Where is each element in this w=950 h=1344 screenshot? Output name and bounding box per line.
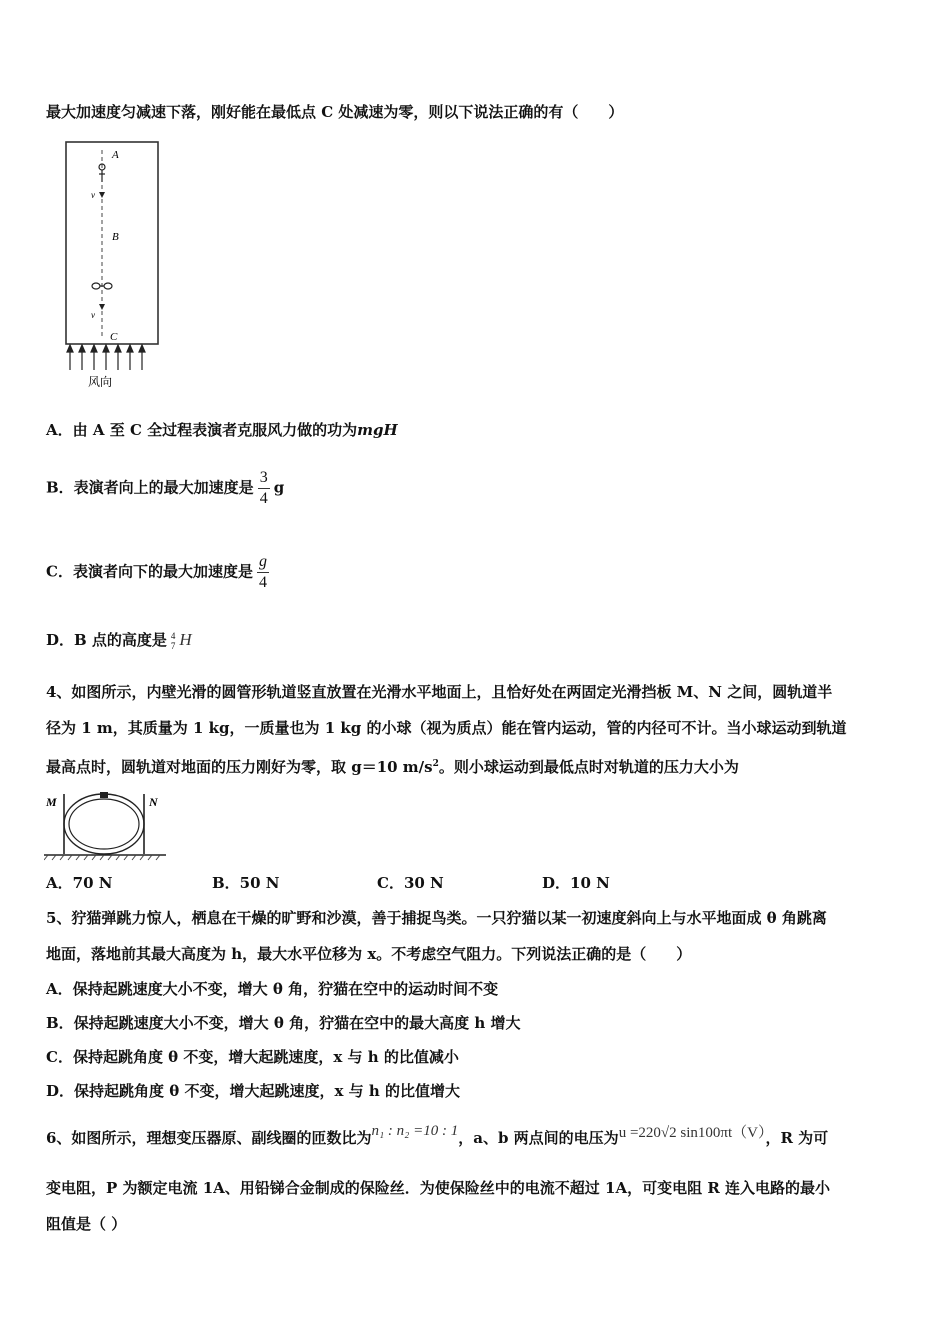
fraction-denominator: 7 <box>170 641 176 651</box>
q6-line-1-tail: ，R 为可 <box>765 1129 829 1147</box>
q5-option-c: C．保持起跳角度 θ 不变，增大起跳速度，x 与 h 的比值减小 <box>46 1048 459 1066</box>
q4-superscript: 2 <box>432 759 439 769</box>
q3-option-a <box>46 420 398 440</box>
q5-line-1: 5、狞猫弹跳力惊人，栖息在干燥的旷野和沙漠，善于捕捉鸟类。一只狞猫以某一初速度斜向上与水平地面成 θ 角跳离 <box>46 909 827 927</box>
q5-line-2: 地面，落地前其最大高度为 h，最大水平位移为 x。不考虑空气阻力。下列说法正确的是（ ） <box>46 945 692 963</box>
q5-option-a: A．保持起跳速度大小不变，增大 θ 角，狞猫在空中的运动时间不变 <box>46 980 499 998</box>
wind-label: 风向 <box>88 375 113 389</box>
label-v2: v <box>91 310 95 320</box>
circular-track-figure <box>44 786 168 862</box>
fraction-numerator: 3 <box>258 468 270 489</box>
fraction-g-4 <box>257 552 269 593</box>
fraction-denominator: 4 <box>259 490 268 507</box>
q3-option-c-text: C．表演者向下的最大加速度是 <box>46 562 253 581</box>
q5-option-d: D．保持起跳角度 θ 不变，增大起跳速度，x 与 h 的比值增大 <box>46 1082 460 1100</box>
q3-option-d-suffix: H <box>179 630 192 649</box>
q4-option-d: D．10 N <box>542 874 610 892</box>
q4-line-1: 4、如图所示，内壁光滑的圆管形轨道竖直放置在光滑水平地面上，且恰好处在两固定光滑挡板 M、N 之间，圆轨道半 <box>46 683 833 701</box>
fraction-denominator: 4 <box>258 574 267 591</box>
q3-option-d-text: D．B 点的高度是 <box>46 631 167 649</box>
q4-line-2: 径为 1 m，其质量为 1 kg，一质量也为 1 kg 的小球（视为质点）能在管内运动，管的内径可不计。当小球运动到轨道 <box>46 719 847 737</box>
label-c: C <box>110 331 118 343</box>
fraction-3-4 <box>258 468 270 509</box>
label-m: M <box>46 795 57 809</box>
q3-stem-tail: 最大加速度匀减速下落，刚好能在最低点 C 处减速为零，则以下说法正确的有（ ） <box>46 103 624 121</box>
q5-option-b: B．保持起跳速度大小不变，增大 θ 角，狞猫在空中的最大高度 h 增大 <box>46 1014 521 1032</box>
q4-option-c: C．30 N <box>377 874 444 892</box>
q3-option-b-suffix: g <box>273 478 285 497</box>
q4-line-3-text: 最高点时，圆轨道对地面的压力刚好为零，取 g＝10 m/s <box>46 758 433 776</box>
q6-line-1 <box>46 1123 829 1149</box>
turns-ratio: n₁ : n₂ =10 : 1 <box>371 1123 459 1139</box>
q3-option-b-text: B．表演者向上的最大加速度是 <box>46 478 254 497</box>
q3-option-a-math: mgH <box>357 421 398 439</box>
label-b: B <box>112 231 119 243</box>
q3-option-d <box>46 630 192 651</box>
q6-line-1-text: 6、如图所示，理想变压器原、副线圈的匝数比为 <box>46 1129 372 1147</box>
label-n: N <box>149 795 158 809</box>
fraction-numerator: g <box>257 552 269 573</box>
voltage-expression: u =220√2 sin100πt（V） <box>618 1125 766 1141</box>
q4-line-3 <box>46 754 739 777</box>
q6-line-2: 变电阻，P 为额定电流 1A、用铅锑合金制成的保险丝．为使保险丝中的电流不超过 1A，可变电阻 R 连入电路的最小 <box>46 1179 831 1197</box>
q4-option-a: A．70 N <box>46 874 113 892</box>
q3-option-a-text: A．由 A 至 C 全过程表演者克服风力做的功为 <box>46 421 358 439</box>
q3-option-b <box>46 468 284 509</box>
fraction-numerator: 4 <box>170 631 176 641</box>
wind-tunnel-figure <box>46 134 164 396</box>
q4-option-b: B．50 N <box>212 874 280 892</box>
q6-line-1-mid: ，a、b 两点间的电压为 <box>458 1129 619 1147</box>
label-v1: v <box>91 190 95 200</box>
label-a: A <box>112 149 119 161</box>
q4-line-3-tail: 。则小球运动到最低点时对轨道的压力大小为 <box>438 758 739 776</box>
q6-line-3: 阻值是（ ） <box>46 1215 127 1233</box>
fraction-4-7 <box>169 631 178 651</box>
q3-option-c <box>46 552 273 593</box>
